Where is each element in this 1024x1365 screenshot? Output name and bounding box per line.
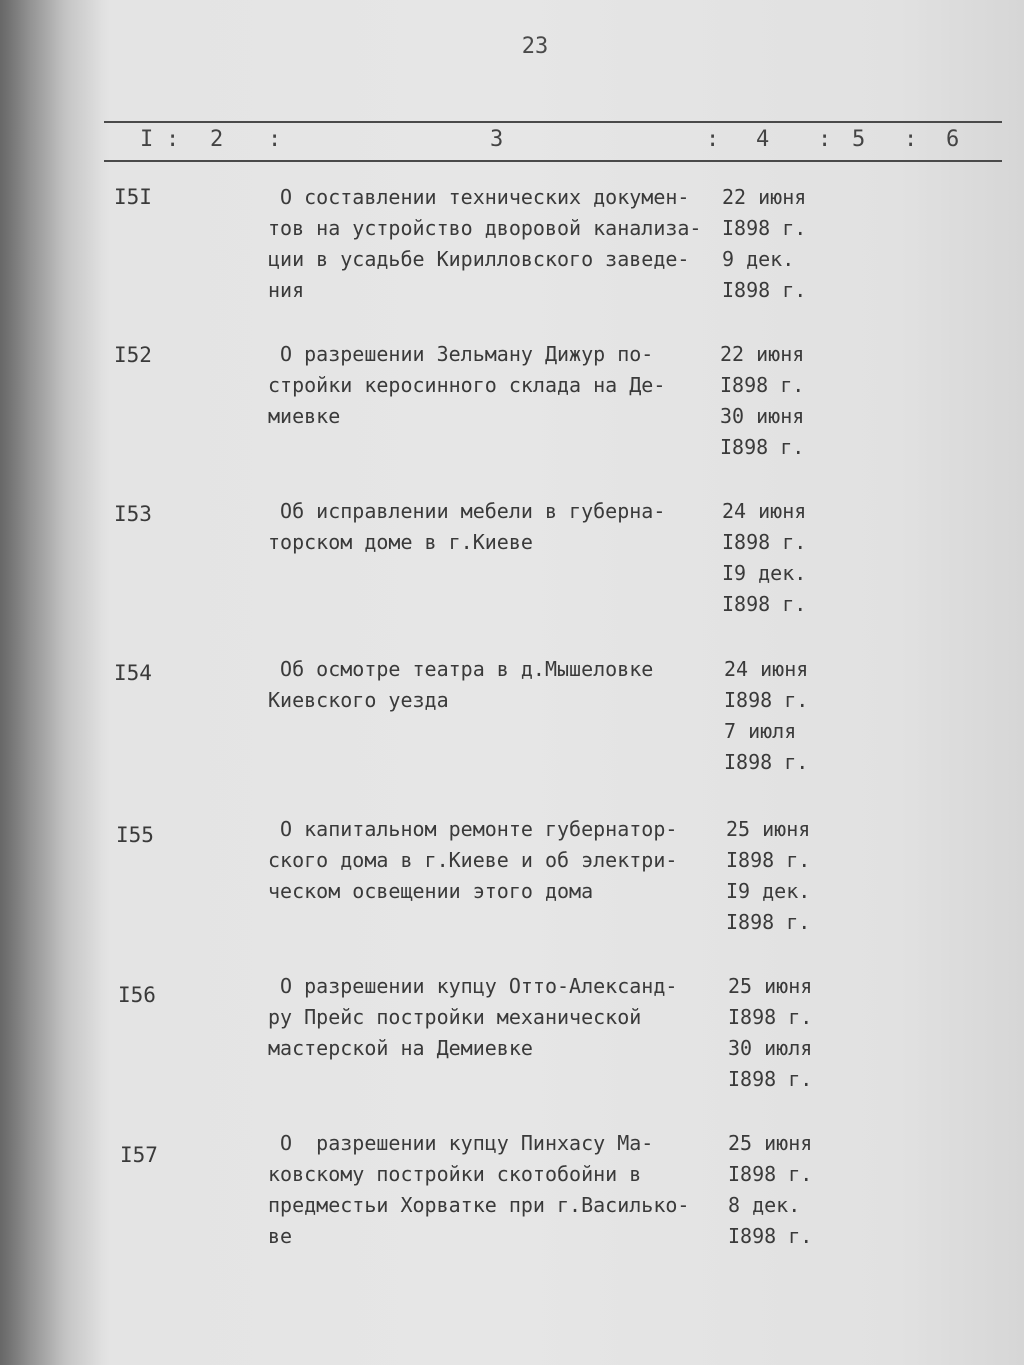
title-line: миевке: [268, 404, 341, 428]
row-dates: [722, 496, 806, 620]
title-line: ру Прейс постройки механической: [268, 1005, 642, 1029]
date-start: 22 июня: [722, 185, 807, 209]
row-number: I57: [120, 1143, 158, 1167]
date-start-year: I898 г.: [722, 530, 807, 554]
date-end-year: I898 г.: [722, 278, 807, 302]
date-end-year: I898 г.: [728, 1224, 813, 1248]
row-title: [268, 814, 720, 907]
row-number: I5I: [114, 185, 152, 209]
date-end: 30 июня: [720, 404, 805, 428]
row-dates: [724, 654, 808, 778]
date-start-year: I898 г.: [728, 1005, 813, 1029]
date-start: 24 июня: [722, 499, 807, 523]
date-start: 22 июня: [720, 342, 805, 366]
title-line: мастерской на Демиевке: [268, 1036, 533, 1060]
row-title: [268, 1128, 720, 1252]
date-start-year: I898 г.: [720, 373, 805, 397]
header-separator: :: [268, 127, 282, 152]
row-title: [268, 496, 720, 558]
header-separator: :: [166, 127, 180, 152]
date-end: I9 дек.: [722, 561, 807, 585]
title-line: О капитальном ремонте губернатор-: [268, 817, 678, 841]
title-line: ского дома в г.Киеве и об электри-: [268, 848, 678, 872]
row-dates: [728, 971, 812, 1095]
date-start: 25 июня: [728, 974, 813, 998]
title-line: О разрешении купцу Пинхасу Ма-: [268, 1131, 654, 1155]
title-line: ния: [268, 278, 305, 302]
row-dates: [728, 1128, 812, 1252]
row-number: I55: [116, 823, 154, 847]
header-separator: :: [904, 127, 918, 152]
date-end-year: I898 г.: [726, 910, 811, 934]
title-line: Об осмотре театра в д.Мышеловке: [268, 657, 654, 681]
date-end-year: I898 г.: [722, 592, 807, 616]
header-col-3: 3: [490, 127, 504, 152]
date-end-year: I898 г.: [724, 750, 809, 774]
date-end-year: I898 г.: [720, 435, 805, 459]
title-line: О разрешении купцу Отто-Александ-: [268, 974, 678, 998]
title-line: Киевского уезда: [268, 688, 449, 712]
title-line: торском доме в г.Киеве: [268, 530, 533, 554]
header-top-rule: [104, 121, 1002, 123]
title-line: О разрешении Зельману Дижур по-: [268, 342, 654, 366]
header-separator: :: [818, 127, 832, 152]
title-line: О составлении технических докумен-: [268, 185, 690, 209]
date-start-year: I898 г.: [728, 1162, 813, 1186]
title-line: ковскому постройки скотобойни в: [268, 1162, 642, 1186]
date-end: 30 июля: [728, 1036, 813, 1060]
row-title: [268, 654, 720, 716]
date-start: 25 июня: [728, 1131, 813, 1155]
row-number: I53: [114, 502, 152, 526]
page-number: 23: [521, 34, 549, 59]
row-number: I52: [114, 343, 152, 367]
row-dates: [726, 814, 810, 938]
header-col-5: 5: [852, 127, 866, 152]
date-end: 9 дек.: [722, 247, 795, 271]
title-line: стройки керосинного склада на Де-: [268, 373, 666, 397]
date-end: I9 дек.: [726, 879, 811, 903]
title-line: ции в усадьбе Кирилловского заведе-: [268, 247, 690, 271]
header-col-2: 2: [210, 127, 224, 152]
binding-shadow: [0, 0, 102, 1365]
date-end: 8 дек.: [728, 1193, 801, 1217]
header-col-6: 6: [946, 127, 960, 152]
date-start: 24 июня: [724, 657, 809, 681]
row-number: I54: [114, 661, 152, 685]
header-col-4: 4: [756, 127, 770, 152]
row-number: I56: [118, 983, 156, 1007]
title-line: ческом освещении этого дома: [268, 879, 594, 903]
date-end: 7 июля: [724, 719, 797, 743]
title-line: ве: [268, 1224, 293, 1248]
row-title: [268, 182, 720, 306]
title-line: предместьи Хорватке при г.Василько-: [268, 1193, 690, 1217]
date-end-year: I898 г.: [728, 1067, 813, 1091]
title-line: Об исправлении мебели в губерна-: [268, 499, 666, 523]
header-col-1: I: [140, 127, 154, 152]
row-title: [268, 339, 720, 432]
row-dates: [722, 182, 806, 306]
header-bottom-rule: [104, 160, 1002, 162]
date-start: 25 июня: [726, 817, 811, 841]
date-start-year: I898 г.: [722, 216, 807, 240]
date-start-year: I898 г.: [724, 688, 809, 712]
row-dates: [720, 339, 804, 463]
title-line: тов на устройство дворовой канализа-: [268, 216, 702, 240]
header-separator: :: [706, 127, 720, 152]
date-start-year: I898 г.: [726, 848, 811, 872]
row-title: [268, 971, 720, 1064]
